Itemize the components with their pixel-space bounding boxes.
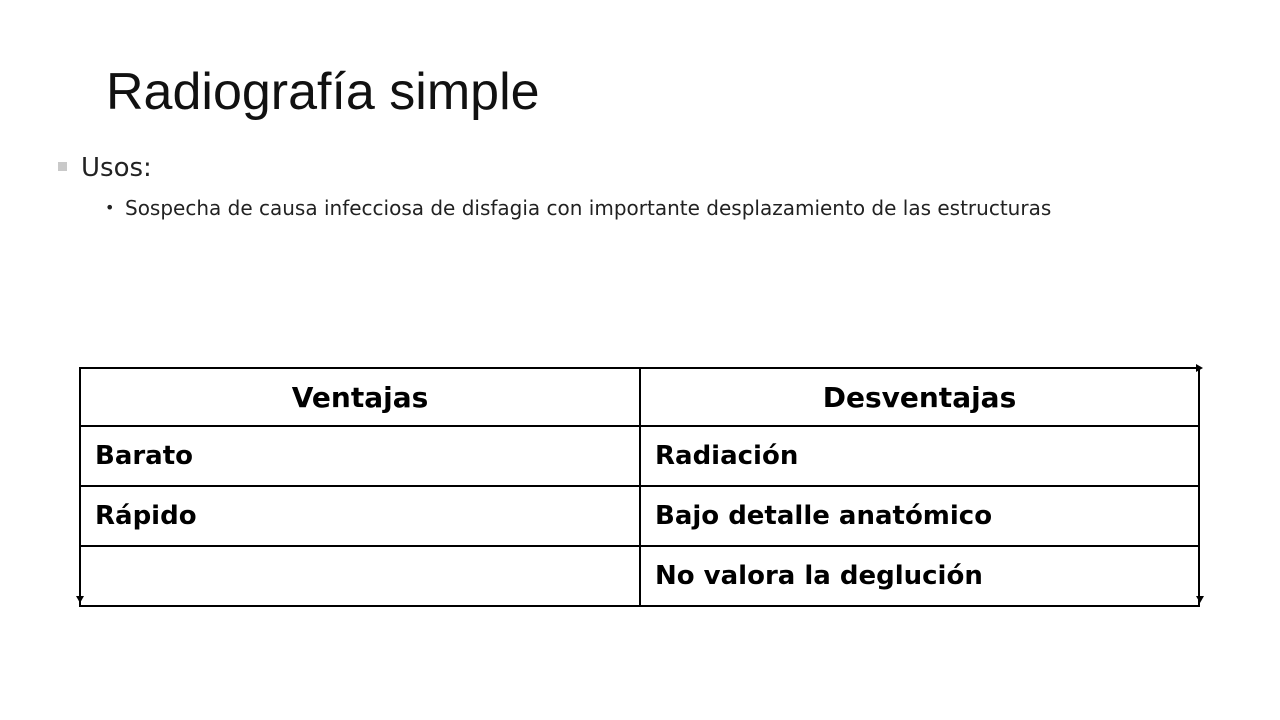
table-cell (80, 546, 640, 606)
sub-bullet-text: Sospecha de causa infecciosa de disfagia con importante desplazamiento de las estructuras (125, 196, 1052, 220)
bullet-list (56, 150, 1206, 222)
table-row (80, 486, 1199, 546)
table-row (80, 546, 1199, 606)
corner-arrow-icon (1196, 364, 1203, 372)
table-cell: No valora la deglución (640, 546, 1199, 606)
table-cell: Bajo detalle anatómico (640, 486, 1199, 546)
table-header-row (80, 368, 1199, 426)
bullet-item-usos (56, 150, 1206, 186)
square-bullet-icon (58, 162, 67, 171)
table-cell: Radiación (640, 426, 1199, 486)
sub-bullet-item (105, 194, 1165, 222)
table-cell: Barato (80, 426, 640, 486)
corner-arrow-icon (1196, 596, 1204, 603)
table-cell: Rápido (80, 486, 640, 546)
pros-cons-table (79, 367, 1200, 607)
table-row (80, 426, 1199, 486)
dot-bullet-icon: • (105, 198, 115, 217)
header-desventajas: Desventajas (640, 368, 1199, 426)
header-ventajas: Ventajas (80, 368, 640, 426)
slide-title: Radiografía simple (106, 63, 540, 121)
corner-arrow-icon (76, 596, 84, 603)
bullet-text: Usos: (81, 153, 152, 183)
